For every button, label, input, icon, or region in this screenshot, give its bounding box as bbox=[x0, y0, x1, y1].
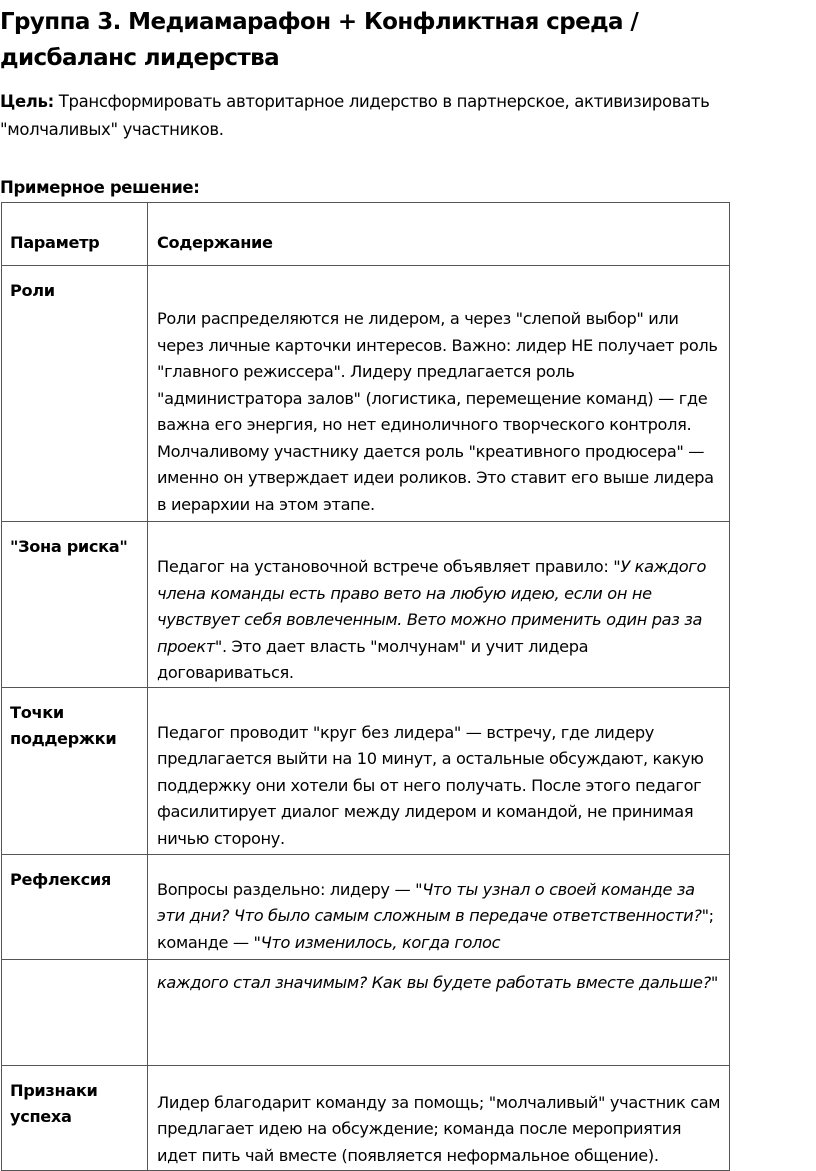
content-cell bbox=[148, 959, 730, 1065]
param-label: Роли bbox=[10, 281, 55, 300]
header-parameter: Параметр bbox=[2, 203, 148, 266]
param-label: Рефлексия bbox=[10, 869, 111, 889]
param-cell bbox=[2, 1065, 148, 1170]
content-text: Роли распределяются не лидером, а через "слепой выбор" или через личные карточки интересов. Важно: лидер НЕ получает роль "главного режиссера". Лидеру предлагается роль "администратора залов" (логистика, перемещение команд) — где важна его энергия, но нет единоличного творческого контроля. Молчаливому участнику дается роль "креативного продюсера" — именно он утверждает идеи роликов. Это ставит его выше лидера в иерархии на этом этапе. bbox=[157, 309, 718, 514]
content-text-2: ". Это дает власть "молчунам" и учит лидера договариваться. bbox=[157, 636, 589, 682]
table-row-reflection-continued bbox=[2, 959, 730, 1065]
document-title: Группа 3. Медиамарафон + Конфликтная среда / дисбаланс лидерства bbox=[0, 9, 639, 71]
content-cell bbox=[148, 522, 730, 688]
content-text: Педагог проводит "круг без лидера" — встречу, где лидеру предлагается выйти на 10 минут, а остальные обсуждают, какую поддержку они хотели бы от него получать. После этого педагог фасилитирует диалог между лидером и командой, не принимая ничью сторону. bbox=[157, 722, 704, 848]
content-cell bbox=[148, 854, 730, 959]
content-italic-1: каждого стал значимым? Как вы будете работать вместе дальше? bbox=[157, 972, 711, 992]
table-row-roles bbox=[2, 266, 730, 522]
content-italic-1: У каждого члена команды есть право вето на любую идею, если он не чувствует себя вовлеченным. Вето можно применить один раз за проект bbox=[157, 557, 707, 656]
param-label: Точки поддержки bbox=[10, 702, 117, 748]
goal-text: Трансформировать авторитарное лидерство в партнерское, активизировать "молчаливых" участников. bbox=[0, 92, 710, 139]
table-header-row bbox=[2, 203, 730, 266]
param-cell-empty bbox=[2, 959, 148, 1065]
content-text-1: Вопросы раздельно: лидеру — " bbox=[157, 879, 423, 899]
content-text-1: " bbox=[710, 972, 719, 992]
content-cell bbox=[148, 1065, 730, 1170]
param-cell bbox=[2, 522, 148, 688]
table-row-risk-zone bbox=[2, 522, 730, 688]
param-label: Признаки успеха bbox=[10, 1080, 98, 1126]
header-content: Содержание bbox=[148, 203, 730, 266]
param-cell bbox=[2, 854, 148, 959]
content-cell bbox=[148, 266, 730, 522]
content-text-2: "; команде — " bbox=[157, 906, 714, 952]
content-italic-1: Что ты узнал о своей команде за эти дни? Что было самым сложным в передаче ответственности? bbox=[157, 879, 702, 925]
table-row-support-points bbox=[2, 687, 730, 854]
table-row-reflection bbox=[2, 854, 730, 959]
param-cell bbox=[2, 687, 148, 854]
param-label: "Зона риска" bbox=[10, 537, 128, 556]
goal-paragraph bbox=[0, 88, 790, 144]
param-cell bbox=[2, 266, 148, 522]
solution-table bbox=[1, 202, 730, 1171]
table-row-success-signs bbox=[2, 1065, 730, 1170]
content-italic-2: Что изменилось, когда голос bbox=[260, 932, 501, 952]
goal-label: Цель: bbox=[0, 92, 54, 111]
content-text: Лидер благодарит команду за помощь; "молчаливый" участник сам предлагает идею на обсуждение; команда после мероприятия идет пить чай вместе (появляется неформальное общение). bbox=[157, 1092, 721, 1165]
solution-heading: Примерное решение: bbox=[0, 178, 200, 197]
content-text-1: Педагог на установочной встрече объявляет правило: " bbox=[157, 557, 621, 576]
content-cell bbox=[148, 687, 730, 854]
